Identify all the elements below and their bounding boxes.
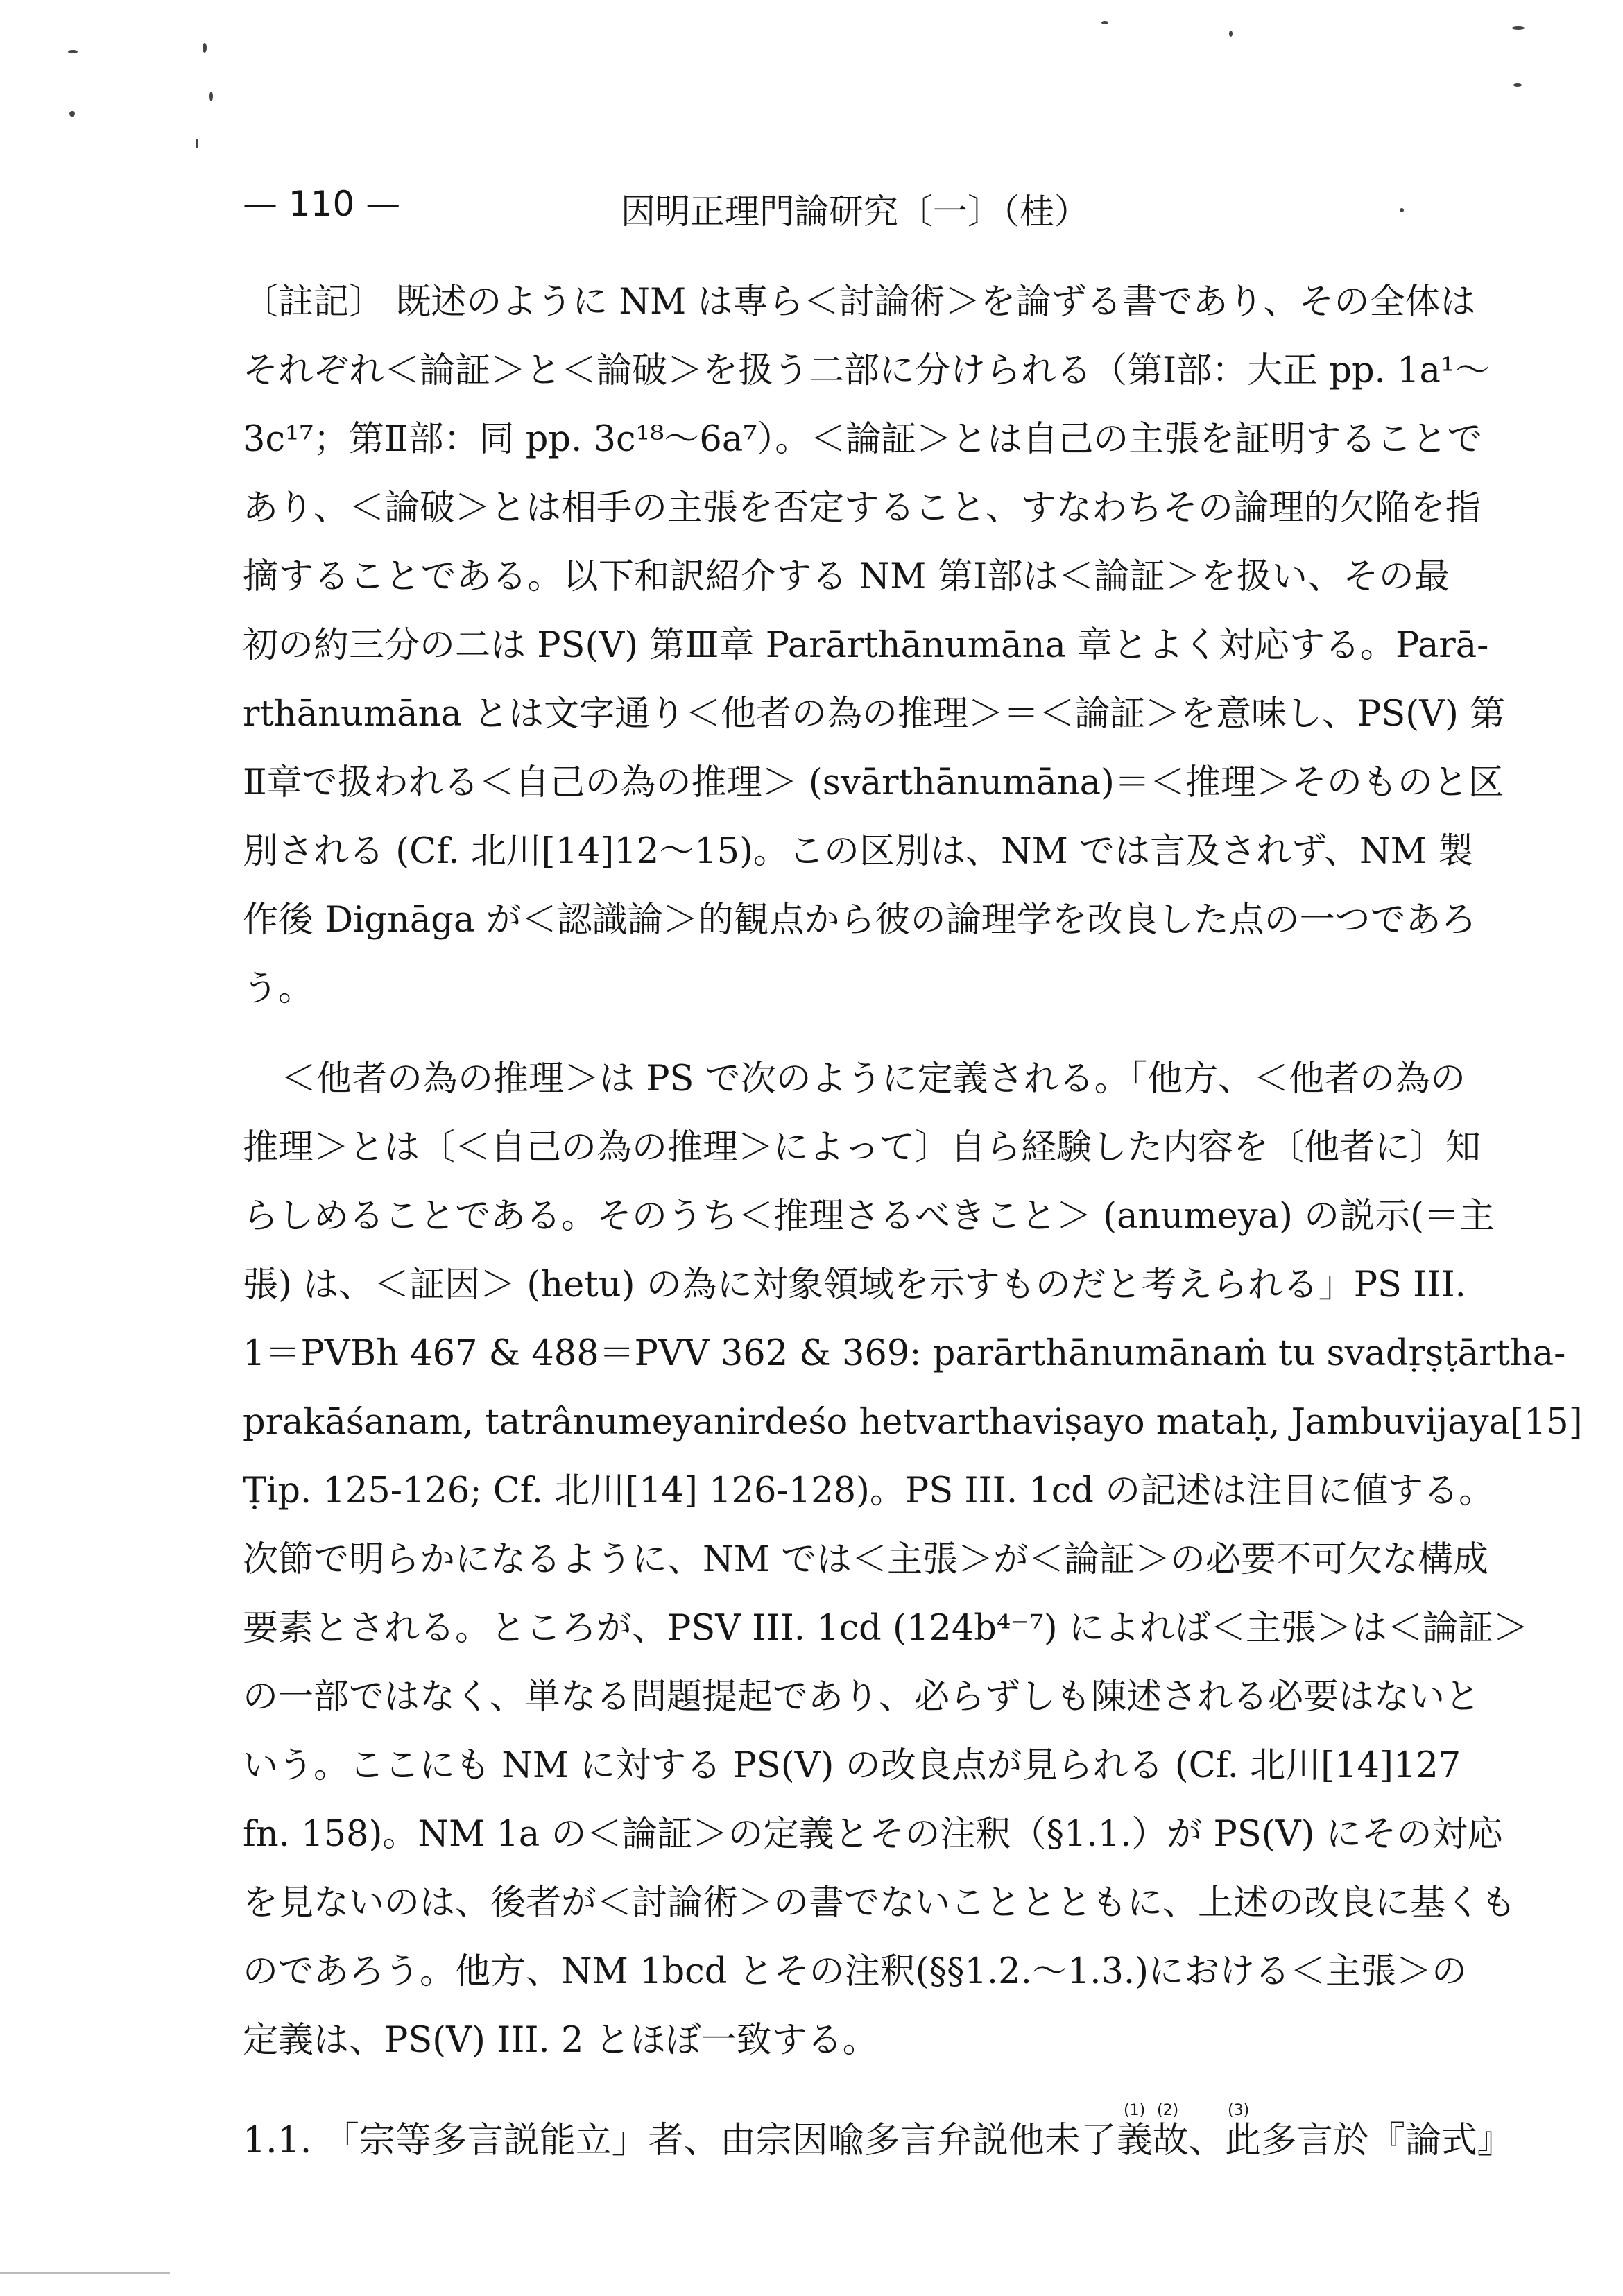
paragraph-line: 要素とされる。ところが、PSV III. 1cd (124b⁴⁻⁷) によれば＜主張＞は＜論証＞ (243, 1608, 1529, 1649)
paragraph-line: いう。ここにも NM に対する PS(V) の改良点が見られる (Cf. 北川[14]127 (243, 1745, 1461, 1786)
scan-speck (68, 50, 78, 53)
note-line: rthānumāna とは文字通り＜他者の為の推理＞＝＜論証＞を意味し、PS(V) 第 (243, 694, 1506, 735)
scan-speck (1101, 21, 1108, 24)
scan-edge-mark (0, 2272, 170, 2274)
scan-speck (203, 43, 207, 53)
note-line: Ⅱ章で扱われる＜自己の為の推理＞ (svārthānumāna)＝＜推理＞そのものと区 (243, 762, 1504, 803)
note-line: 作後 Dignāga が＜認識論＞的観点から彼の論理学を改良した点の一つであろ (243, 900, 1477, 941)
paragraph-line: prakāśanam, tatrânumeyanirdeśo hetvarthaviṣayo mataḥ, Jambuvijaya[15] (243, 1402, 1583, 1443)
scan-speck (209, 92, 213, 101)
paragraph-line: 次節で明らかになるように、NM では＜主張＞が＜論証＞の必要不可欠な構成 (243, 1539, 1489, 1580)
paragraph-line: のであろう。他方、NM 1bcd とその注釈(§§1.2.～1.3.)における＜主張＞の (243, 1951, 1468, 1992)
note-line: 初の約三分の二は PS(V) 第Ⅲ章 Parārthānumāna 章とよく対応する。Parā- (243, 625, 1489, 666)
paragraph-line: 定義は、PS(V) III. 2 とほぼ一致する。 (243, 2020, 878, 2061)
paragraph-line: 張) は、＜証因＞ (hetu) の為に対象領域を示すものだと考えられる」PS III. (243, 1265, 1466, 1305)
section-heading-line: 1.1. 「宗等多言説能立」者、由宗因喩多言弁説他未了義故、此多言於『論式』 (243, 2120, 1513, 2161)
paragraph-line: Ṭip. 125-126; Cf. 北川[14] 126-128)。PS III. 1cd の記述は注目に値する。 (243, 1471, 1495, 1511)
paragraph-line: らしめることである。そのうち＜推理さるべきこと＞ (anumeya) の説示(＝主 (243, 1196, 1495, 1237)
note-line: 別される (Cf. 北川[14]12～15)。この区別は、NM では言及されず、NM 製 (243, 831, 1474, 872)
footnote-marker: (3) (1228, 2102, 1250, 2119)
footnote-marker: (2) (1157, 2102, 1179, 2119)
note-line: 〔註記〕 既述のように NM は専ら＜討論術＞を論ずる書であり、その全体は (243, 282, 1476, 323)
note-line: それぞれ＜論証＞と＜論破＞を扱う二部に分けられる（第Ⅰ部：大正 pp. 1a¹～ (243, 350, 1491, 391)
scan-speck (196, 139, 198, 148)
note-line: あり、＜論破＞とは相手の主張を否定すること、すなわちその論理的欠陥を指 (243, 488, 1482, 529)
note-line: 摘することである。以下和訳紹介する NM 第Ⅰ部は＜論証＞を扱い、その最 (243, 556, 1450, 597)
page-number: — 110 — (243, 184, 401, 224)
page-header (243, 184, 1450, 239)
running-title: 因明正理門論研究〔一〕（桂） (621, 191, 1089, 232)
paragraph-line: fn. 158)。NM 1a の＜論証＞の定義とその注釈（§1.1.）が PS(V) にその対応 (243, 1814, 1503, 1855)
footnote-marker: (1) (1124, 2102, 1146, 2119)
scan-speck (1513, 83, 1522, 87)
paragraph-line: ＜他者の為の推理＞は PS で次のように定義される。「他方、＜他者の為の (281, 1059, 1466, 1099)
scan-speck (1229, 31, 1233, 37)
note-line: 3c¹⁷；第Ⅱ部：同 pp. 3c¹⁸～6a⁷）。＜論証＞とは自己の主張を証明することで (243, 419, 1483, 460)
scan-speck (1400, 208, 1404, 212)
paragraph-line: 1＝PVBh 467 & 488＝PVV 362 & 369: parārthānumānaṁ tu svadṛṣṭārtha- (243, 1333, 1566, 1374)
paragraph-line: 推理＞とは〔＜自己の為の推理＞によって〕自ら経験した内容を〔他者に〕知 (243, 1127, 1482, 1168)
paragraph-line: の一部ではなく、単なる問題提起であり、必らずしも陳述される必要はないと (243, 1677, 1480, 1717)
scan-speck (69, 111, 75, 117)
paragraph-line: を見ないのは、後者が＜討論術＞の書でないこととともに、上述の改良に基くも (243, 1883, 1517, 1924)
scan-speck (1512, 26, 1525, 30)
note-line: う。 (243, 968, 314, 1009)
